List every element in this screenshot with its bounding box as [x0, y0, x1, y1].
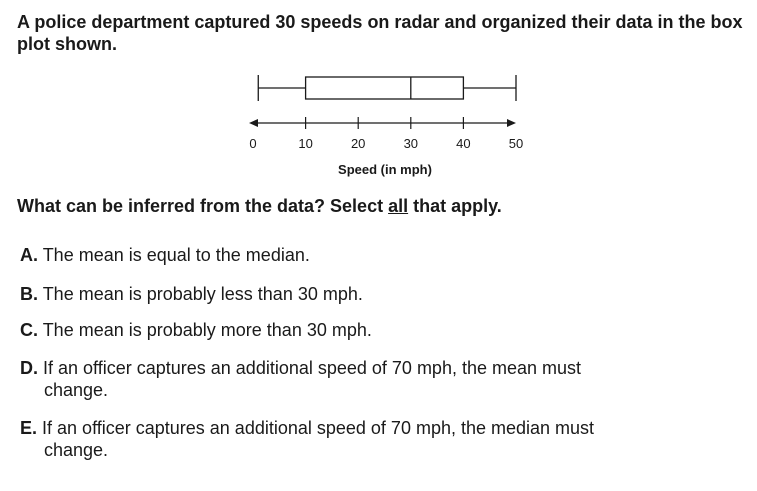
axis-arrow-left [249, 119, 258, 127]
tick-label-40: 40 [456, 136, 471, 151]
choice-text: The mean is equal to the median. [42, 245, 310, 265]
box-q1-q3 [306, 77, 464, 99]
box-plot-marks [258, 75, 516, 101]
tick-label-20: 20 [350, 136, 366, 151]
choice-a[interactable] [20, 244, 720, 266]
x-axis-label: Speed (in mph) [338, 162, 432, 177]
choice-letter: D. [20, 358, 38, 378]
question-title: A police department captured 30 speeds on radar and organized their data in the box plot shown. [17, 12, 743, 54]
axis-arrow-right [507, 119, 516, 127]
choice-text: The mean is probably more than 30 mph. [42, 320, 372, 340]
number-line [249, 117, 523, 151]
choice-letter: B. [20, 284, 38, 304]
choice-letter: E. [20, 418, 38, 438]
box-plot [0, 0, 757, 190]
choice-text-continued: change. [44, 380, 109, 400]
choice-e[interactable] [20, 417, 720, 461]
prompt-after: that apply. [408, 196, 502, 216]
choice-text: If an officer captures an additional speed of 70 mph, the mean must [43, 358, 582, 378]
tick-label-50: 50 [508, 136, 524, 151]
prompt-text [17, 195, 502, 217]
choice-text-continued: change. [44, 440, 109, 460]
choice-text: The mean is probably less than 30 mph. [42, 284, 363, 304]
tick-label-0: 0 [249, 136, 257, 151]
choice-text: If an officer captures an additional speed of 70 mph, the median must [42, 418, 595, 438]
tick-label-10: 10 [298, 136, 313, 151]
prompt-before: What can be inferred from the data? Select [17, 196, 389, 216]
choice-d[interactable] [20, 357, 720, 401]
choice-letter: C. [20, 320, 38, 340]
choice-letter: A. [20, 245, 38, 265]
choice-c[interactable] [20, 319, 720, 341]
tick-label-30: 30 [403, 136, 419, 151]
choice-b[interactable] [20, 283, 720, 305]
prompt-emphasis: all [388, 196, 409, 216]
